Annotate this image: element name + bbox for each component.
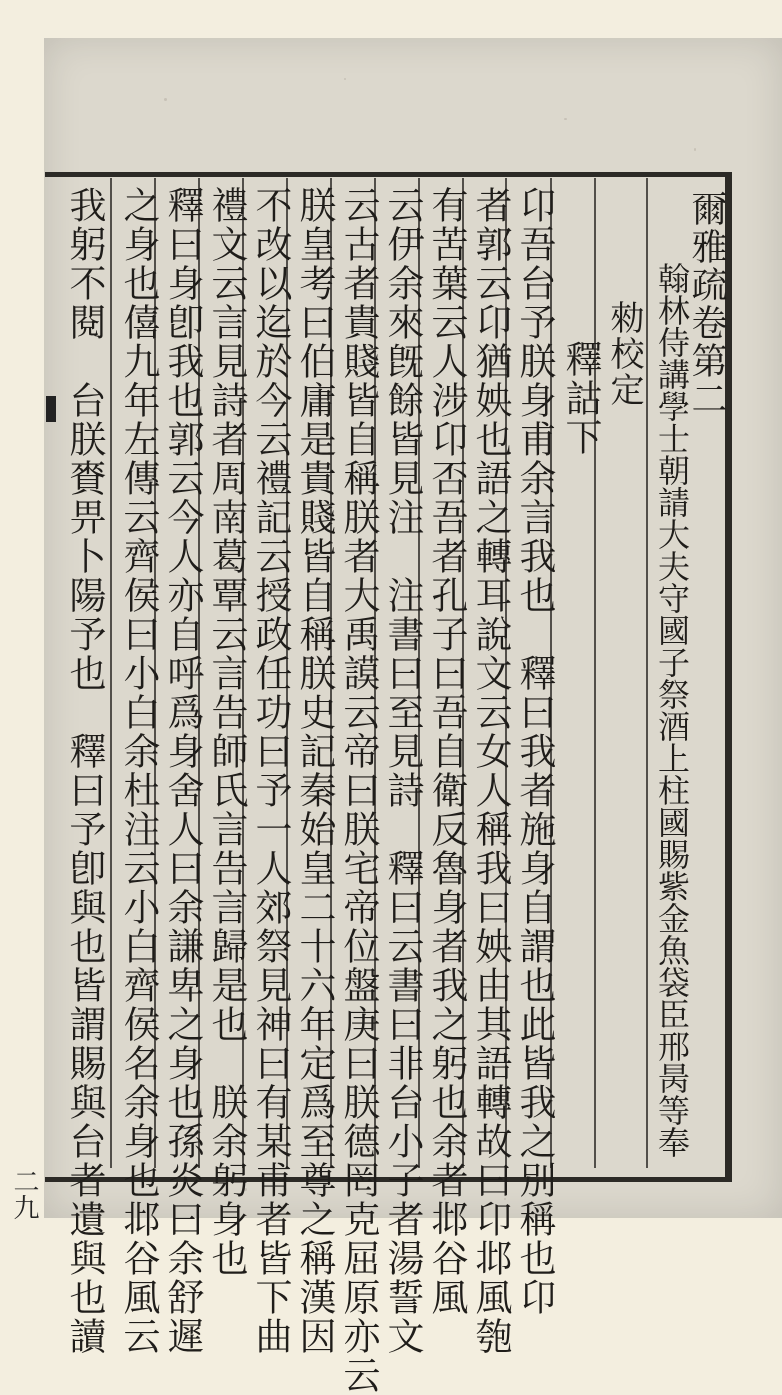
page-number: 二九	[9, 1168, 39, 1220]
fishtail-mark	[46, 396, 56, 422]
author-line: 翰林侍講學士朝請大夫守國子祭酒上柱國賜紫金魚袋臣邢昺等奉	[653, 262, 691, 1158]
book-title: 爾雅疏卷第二	[686, 190, 727, 418]
text-column-7: 不改以迄於今云禮記云授政任功曰予一人郊祭見神曰有某甫者皆下曲	[249, 186, 292, 1356]
text-column-2: 者郭云卬猶姎也語之轉耳說文云女人稱我曰姎由其語轉故曰卬邶風匏	[469, 186, 512, 1356]
edict-line: 勑校定	[604, 300, 644, 408]
text-column-6: 朕皇考曰伯庸是貴賤皆自稱朕史記秦始皇二十六年定爲至尊之稱漢因	[293, 186, 336, 1356]
text-column-10: 之身也僖九年左傳云齊侯曰小白余杜注云小白齊侯名余身也邶谷風云	[117, 186, 160, 1356]
text-column-1: 卬吾台予朕身甫余言我也 釋曰我者施身自謂也此皆我之別稱也卬	[513, 186, 556, 1317]
text-column-8: 禮文云言見詩者周南葛覃云言告師氏言告言歸是也 朕余躬身也	[205, 186, 248, 1278]
section-heading: 釋詁下	[559, 340, 602, 457]
text-column-3: 有苦葉云人涉卬否吾者孔子曰吾自衛反魯身者我之躬也余者邶谷風	[425, 186, 468, 1317]
text-column-4: 云伊余來旣餘皆見注 注書曰至見詩 釋曰云書曰非台小子者湯誓文	[381, 186, 424, 1356]
text-column-5: 云古者貴賤皆自稱朕者大禹謨云帝曰朕宅帝位盤庚曰朕德罔克屈原亦云	[337, 186, 380, 1395]
text-column-9: 釋曰身卽我也郭云今人亦自呼爲身舍人曰余謙卑之身也孫炎曰余舒遲	[161, 186, 204, 1356]
text-column-11: 我躬不閱 台朕賚畀卜陽予也 釋曰予卽與也皆謂賜與台者遺與也讀	[63, 186, 106, 1356]
